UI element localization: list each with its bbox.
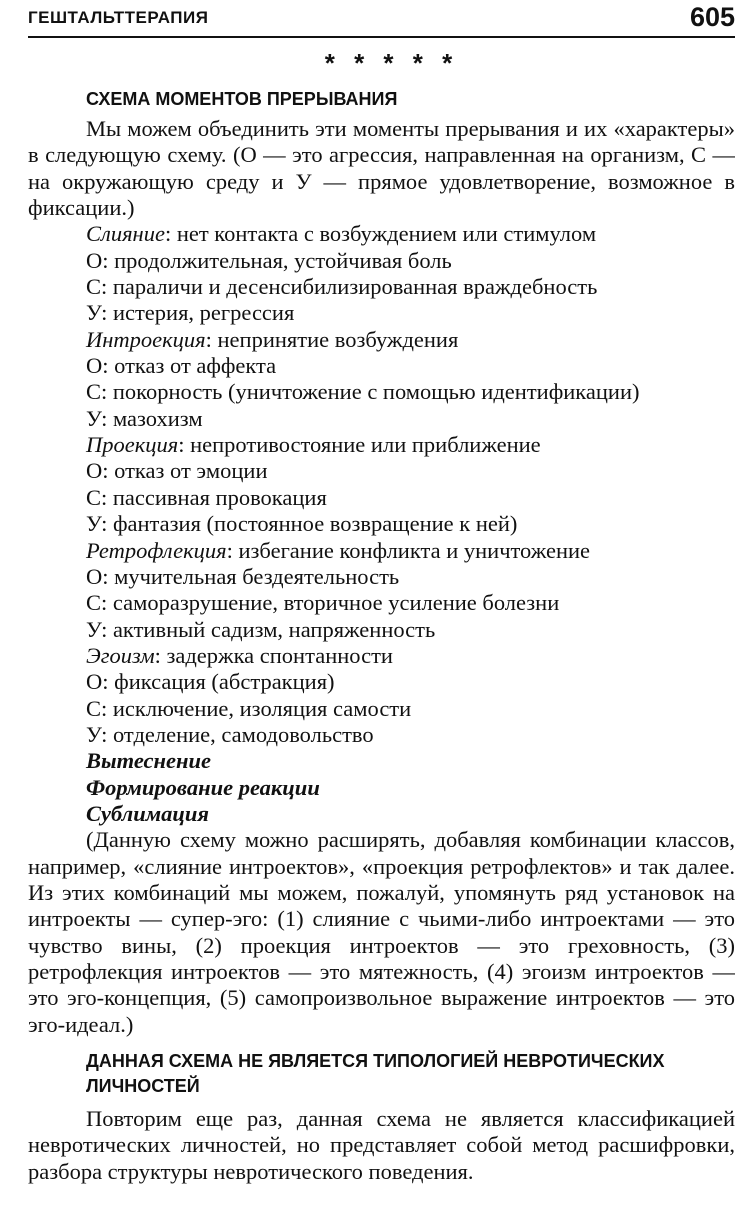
- scheme-term-description: : нет контакта с возбуждением или стимулом: [164, 221, 597, 247]
- scheme-term: Эгоизм: [86, 642, 155, 668]
- page-content: [28, 50, 735, 1185]
- scheme-term-line: [28, 538, 735, 564]
- scheme-item: О: отказ от эмоции: [86, 458, 268, 484]
- scheme-term-description: : непротивостояние или приближение: [178, 432, 541, 458]
- scheme-item: У: активный садизм, напряженность: [86, 616, 436, 642]
- scheme-item: С: параличи и десенсибилизированная враждебность: [86, 274, 598, 300]
- scheme-term-line: [28, 432, 735, 458]
- scheme-term-line: [28, 327, 735, 353]
- scheme-item: С: пассивная провокация: [86, 484, 327, 510]
- section-heading-interruption-scheme: СХЕМА МОМЕНТОВ ПРЕРЫВАНИЯ: [86, 89, 398, 109]
- page-number: 605: [689, 2, 735, 32]
- scheme-term-description: : непринятие возбуждения: [205, 326, 459, 352]
- scheme-term: Проекция: [86, 432, 179, 458]
- intro-paragraph: Мы можем объединить эти моменты прерывания и их «характеры» в следующую схему. (О — это агрессия, направленная на организм, С — на окружающую среду и У — прямое удовлетворение, возможное в фиксации.): [28, 116, 735, 221]
- extra-term-sublimation: Сублимация: [86, 800, 210, 826]
- running-header: [28, 2, 735, 38]
- scheme-group-projection: [28, 432, 735, 537]
- scheme-term: Слияние: [86, 221, 165, 247]
- closing-paragraph: (Данную схему можно расширять, добавляя комбинации классов, например, «слияние интроектов», «проекция ретрофлектов» и так далее. Из этих комбинаций мы можем, пожалуй, упомянуть ряд установок на интроекты — супер-эго: (1) слияние с чьими-либо интроектами — это чувство вины, (2) проекция интроектов — это греховность, (3) ретрофлекция интроектов — это мятежность, (4) эгоизм интроектов — это эго-концепция, (5) самопроизвольное выражение интроектов — это эго-идеал.): [28, 827, 735, 1037]
- scheme-term: Ретрофлекция: [86, 537, 227, 563]
- scheme-item: У: истерия, регрессия: [86, 300, 295, 326]
- scheme-item: О: фиксация (абстракция): [86, 669, 335, 695]
- scheme-item: С: покорность (уничтожение с помощью идентификации): [86, 379, 640, 405]
- scheme-group-retroflection: [28, 538, 735, 643]
- scheme-item: У: отделение, самодовольство: [86, 721, 374, 747]
- scheme-item: О: мучительная бездеятельность: [86, 563, 400, 589]
- scheme-item: С: исключение, изоляция самости: [86, 695, 412, 721]
- scheme-item: У: мазохизм: [86, 405, 203, 431]
- scheme-item: О: продолжительная, устойчивая боль: [86, 247, 452, 273]
- scheme-term-line: [28, 221, 735, 247]
- extra-term-repression: Вытеснение: [86, 748, 211, 774]
- section-heading-not-typology: ДАННАЯ СХЕМА НЕ ЯВЛЯЕТСЯ ТИПОЛОГИЕЙ НЕВРОТИЧЕСКИХ ЛИЧНОСТЕЙ: [86, 1051, 665, 1097]
- extra-term-reaction-formation: Формирование реакции: [86, 774, 320, 800]
- scheme-term-line: [28, 643, 735, 669]
- scheme-group-introjection: [28, 327, 735, 432]
- scheme-item: У: фантазия (постоянное возвращение к ней): [86, 511, 518, 537]
- scheme-list: [28, 221, 735, 827]
- scheme-term: Интроекция: [86, 326, 206, 352]
- scheme-item: О: отказ от аффекта: [86, 353, 277, 379]
- scheme-group-confluence: [28, 221, 735, 326]
- section-separator-stars: * * * * *: [324, 48, 459, 78]
- scheme-term-description: : избегание конфликта и уничтожение: [226, 537, 591, 563]
- scheme-item: С: саморазрушение, вторичное усиление болезни: [86, 590, 560, 616]
- scheme-group-egotism: [28, 643, 735, 748]
- running-title: ГЕШТАЛЬТТЕРАПИЯ: [28, 8, 209, 27]
- section2-paragraph: Повторим еще раз, данная схема не является классификацией невротических личностей, но представляет собой метод расшифровки, разбора структуры невротического поведения.: [28, 1106, 735, 1184]
- scheme-term-description: : задержка спонтанности: [154, 642, 393, 668]
